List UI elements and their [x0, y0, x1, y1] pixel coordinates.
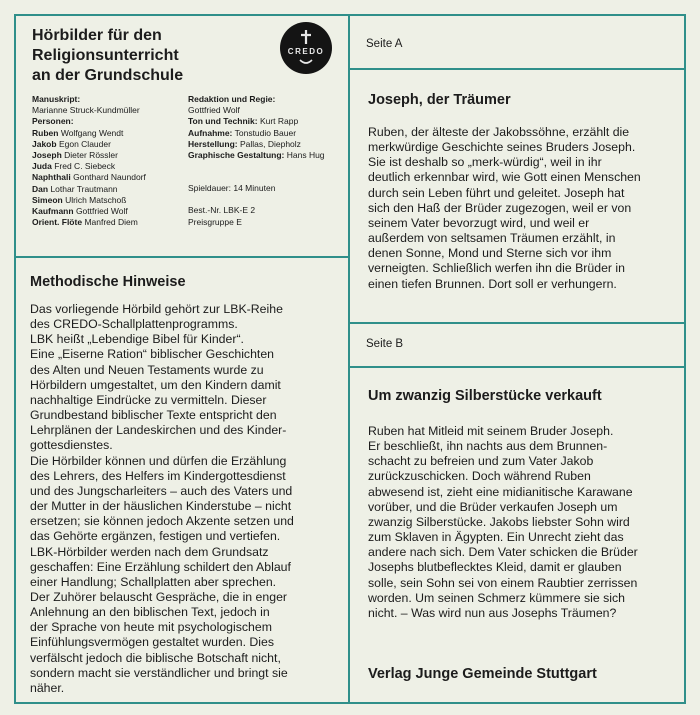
preisgruppe: Preisgruppe E — [188, 216, 242, 227]
credo-logo-icon — [280, 22, 332, 74]
credits-right: Redaktion und Regie: Gottfried Wolf Ton und Technik: Kurt Rapp Aufnahme: Tonstudio Bauer Herstellung: Pallas, Diepholz Graphische Gestaltung: Hans Hug Spieldauer: 14 Minuten Best.-Nr. LBK-E 2 Preisgruppe E — [188, 94, 325, 227]
side-b-text — [368, 424, 638, 621]
text-line: außerdem von seltsamen Träumen erzählt, in — [368, 231, 616, 246]
text-line: solle, sein Sohn sei von einem Raubtier zerrissen — [368, 575, 638, 590]
text-line: worden. Um seinen Schmerz kümmere sie sich — [368, 590, 625, 605]
aufnahme-value: Tonstudio Bauer — [234, 127, 297, 138]
side-a-heading: Joseph, der Träumer — [368, 92, 511, 108]
text-line: einer Handlung; Schallplatten aber sprechen. — [30, 574, 277, 589]
best-nr: Best.-Nr. LBK-E 2 — [188, 205, 256, 216]
text-line: verneigten. Schließlich werfen ihn die Brüder in — [368, 261, 626, 276]
text-line: des Alten und Neuen Testaments wurde zu — [30, 362, 264, 377]
side-b-label-panel — [348, 322, 686, 368]
text-line: zwanzig Silberstücke. Jakobs liebster Sohn wird — [368, 514, 630, 529]
text-line: LBK heißt „Lebendige Bibel für Kinder“. — [30, 332, 244, 347]
text-line: vorüber, und die Brüder verkaufen Joseph um — [368, 499, 618, 514]
text-line: seinem Vater bevorzugt wird, und weil er — [368, 215, 590, 230]
person-row: Kaufmann Gottfried Wolf — [32, 206, 128, 217]
text-line: durch sein Leben führt und geleitet. Joseph hat — [368, 185, 625, 200]
side-a-panel — [348, 68, 686, 324]
text-line: abwesend ist, zieht eine midianitische Karawane — [368, 484, 633, 499]
text-line: denen Sonne, Mond und Sterne sich vor ihm — [368, 246, 612, 261]
text-line: ersetzen; sie können jedoch Akzente setzen und — [30, 514, 294, 529]
text-line: des Lehrers, des Helfers im Kindergottesdienst — [30, 468, 286, 483]
side-a-label: Seite A — [366, 38, 403, 50]
side-b-panel — [348, 366, 686, 704]
person-row: Naphthali Gonthard Naundorf — [32, 172, 146, 183]
text-line: Der Zuhörer belauscht Gespräche, die in enger — [30, 589, 288, 604]
text-line: Hörbildern umgestaltet, um den Kindern damit — [30, 377, 281, 392]
text-line: der Sprache von heute mit psychologischem — [30, 620, 272, 635]
publisher: Verlag Junge Gemeinde Stuttgart — [368, 666, 597, 682]
person-row: Simeon Ulrich Matschoß — [32, 194, 127, 205]
text-line: nachhaltige Eindrücke zu vermitteln. Dieser — [30, 392, 267, 407]
text-line: das Gehörte ergänzen, festigen und vertiefen. — [30, 529, 281, 544]
text-line: schacht zu befreien und zum Vater Jakob — [368, 454, 594, 469]
text-line: LBK-Hörbilder werden nach dem Grundsatz — [30, 544, 269, 559]
text-line: sich den Haß der Brüder zugezogen, weil er von — [368, 200, 632, 215]
text-line: Ruben, der älteste der Jakobssöhne, erzählt die — [368, 125, 630, 139]
text-line: andere nach sich. Dem Vater schicken die Brüder — [368, 545, 638, 560]
personen-label: Personen: — [32, 116, 74, 127]
spieldauer: Spieldauer: 14 Minuten — [188, 183, 276, 194]
manuskript-value: Marianne Struck-Kundmüller — [32, 105, 140, 116]
text-line: merkwürdige Geschichte seines Bruders Joseph. — [368, 140, 636, 155]
text-line: Er beschließt, ihn nachts aus dem Brunnen- — [368, 439, 608, 454]
text-line: Einfühlungsvermögen gestaltet wurden. Dies — [30, 635, 275, 650]
text-line: Das vorliegende Hörbild gehört zur LBK-Reihe — [30, 302, 283, 316]
page-title — [32, 26, 183, 86]
manuskript-label: Manuskript: — [32, 94, 81, 104]
text-line: Anlehnung an den biblischen Text, jedoch in — [30, 605, 270, 620]
person-row: Juda Fred C. Siebeck — [32, 161, 116, 172]
grafik-value: Hans Hug — [286, 150, 325, 161]
title-line-2: Religionsunterricht — [32, 47, 179, 64]
text-line: Josephs blutbeflecktes Kleid, damit er glauben — [368, 560, 622, 575]
text-line: nicht. – Was wird nun aus Josephs Träumen? — [368, 605, 617, 620]
text-line: Ruben hat Mitleid mit seinem Bruder Joseph. — [368, 424, 614, 438]
title-line-1: Hörbilder für den — [32, 27, 162, 44]
technik-value: Kurt Rapp — [259, 116, 299, 127]
header-panel — [14, 14, 350, 258]
herstellung-value: Pallas, Diepholz — [239, 138, 301, 149]
text-line: Grundbestand biblischer Texte entspricht den — [30, 408, 277, 423]
text-line: und des Jungscharleiters – auch des Vaters und — [30, 483, 293, 498]
text-line: Lehrplänen der Landeskirchen und des Kinder- — [30, 423, 287, 438]
text-line: Sie ist deshalb so „merk-würdig“, weil in ihr — [368, 155, 602, 170]
text-line: Die Hörbilder können und dürfen die Erzählung — [30, 453, 287, 468]
text-line: zurückzuschicken. Doch während Ruben — [368, 469, 591, 484]
person-row: Joseph Dieter Rössler — [32, 150, 118, 161]
credo-logo — [280, 22, 332, 74]
text-line: geschaffen: Eine Erzählung schildert den Ablauf — [30, 559, 291, 574]
text-line: sondern macht sie verständlicher und bringt sie — [30, 665, 288, 680]
side-a-label-panel — [348, 14, 686, 70]
regie-value: Gottfried Wolf — [188, 105, 240, 116]
person-row: Jakob Egon Clauder — [32, 138, 111, 149]
text-line: näher. — [30, 680, 65, 695]
person-row: Dan Lothar Trautmann — [32, 183, 118, 194]
title-line-3: an der Grundschule — [32, 67, 184, 84]
text-line: der Mutter in der häuslichen Kinderstube – nicht — [30, 499, 292, 514]
side-a-text — [368, 125, 641, 292]
text-line: gottesdienstes. — [30, 438, 113, 453]
method-panel — [14, 256, 350, 704]
method-text — [30, 302, 294, 696]
text-line: des CREDO-Schallplattenprogramms. — [30, 317, 238, 332]
method-heading: Methodische Hinweise — [30, 274, 186, 290]
side-b-heading: Um zwanzig Silberstücke verkauft — [368, 388, 602, 404]
text-line: Eine „Eiserne Ration“ biblischer Geschichten — [30, 347, 275, 362]
person-row: Orient. Flöte Manfred Diem — [32, 217, 138, 228]
regie-label: Redaktion und Regie: — [188, 94, 276, 104]
text-line: verfälscht jedoch die biblische Botschaft nicht, — [30, 650, 281, 665]
person-row: Ruben Wolfgang Wendt — [32, 127, 124, 138]
logo-text: CREDO — [287, 47, 325, 56]
side-b-label: Seite B — [366, 338, 404, 350]
text-line: deutlich erkennbar wird, wie Gott einen Menschen — [368, 170, 641, 185]
credits-left — [32, 94, 146, 228]
text-line: zum Sklaven in Ägypten. Ein Unrecht zieht das — [368, 530, 624, 545]
text-line: einen tiefen Brunnen. Dort soll er verhungern. — [368, 276, 617, 291]
